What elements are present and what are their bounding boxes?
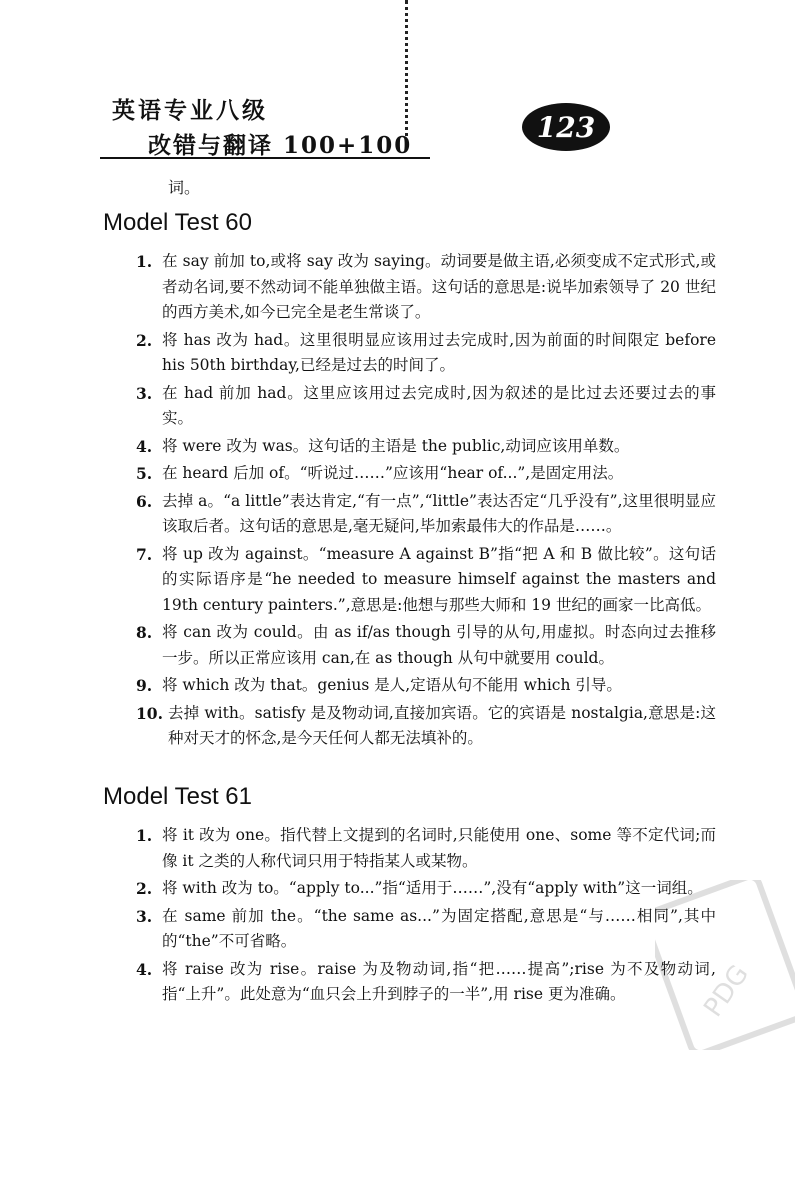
list-item	[136, 876, 716, 902]
list-item	[136, 489, 716, 540]
list-item	[136, 381, 716, 432]
watermark-text: PDG	[698, 959, 755, 1023]
item-number: 4.	[136, 959, 153, 979]
item-number: 2.	[136, 879, 153, 898]
item-number: 8.	[136, 623, 153, 642]
answer-list-test-60	[136, 249, 716, 754]
item-number: 7.	[136, 544, 153, 564]
item-text: 在 had 前加 had。这里应该用过去完成时,因为叙述的是比过去还要过去的事实。	[162, 383, 716, 427]
item-text: 在 same 前加 the。“the same as...”为固定搭配,意思是“与……相同”,其中的“the”不可省略。	[162, 906, 716, 950]
page-header	[0, 0, 800, 165]
section-title-test-60: Model Test 60	[103, 209, 252, 236]
item-number: 10.	[136, 703, 163, 723]
item-number: 4.	[136, 436, 153, 456]
continuation-text: 词。	[168, 178, 201, 197]
item-text: 将 with 改为 to。“apply to...”指“适用于……”,没有“apply with”这一词组。	[162, 879, 703, 897]
item-number: 5.	[136, 464, 153, 483]
list-item	[136, 461, 716, 487]
list-item	[136, 249, 716, 326]
item-number: 3.	[136, 383, 153, 403]
item-text: 将 were 改为 was。这句话的主语是 the public,动词应该用单数。	[162, 436, 630, 455]
book-title-line1: 英语专业八级	[112, 97, 268, 124]
list-item	[136, 673, 716, 699]
item-text: 将 it 改为 one。指代替上文提到的名词时,只能使用 one、some 等不定代词;而像 it 之类的人称代词只用于特指某人或某物。	[162, 826, 716, 870]
list-item	[136, 904, 716, 955]
page-number-badge	[522, 103, 610, 151]
answer-list-test-61	[136, 823, 716, 1010]
item-number: 9.	[136, 676, 153, 695]
list-item	[136, 620, 716, 671]
item-text: 将 has 改为 had。这里很明显应该用过去完成时,因为前面的时间限定 before his 50th birthday,已经是过去的时间了。	[162, 330, 716, 374]
item-text: 去掉 with。satisfy 是及物动词,直接加宾语。它的宾语是 nostalgia,意思是:这种对天才的怀念,是今天任何人都无法填补的。	[168, 703, 716, 747]
list-item	[136, 957, 716, 1008]
item-text: 将 up 改为 against。“measure A against B”指“把 A 和 B 做比较”。这句话的实际语序是“he needed to measure himself against the masters and 19th century painters.”,意思是:他想与那些大师和 19 世纪的画家一比高低。	[162, 544, 716, 614]
item-text: 去掉 a。“a little”表达肯定,“有一点”,“little”表达否定“几乎没有”,这里很明显应该取后者。这句话的意思是,毫无疑问,毕加索最伟大的作品是……。	[162, 491, 716, 535]
list-item	[136, 434, 716, 460]
list-item	[136, 701, 716, 752]
list-item	[136, 328, 716, 379]
book-title-line2: 改错与翻译 100+100	[148, 132, 413, 159]
item-number: 1.	[136, 826, 153, 845]
item-text: 将 raise 改为 rise。raise 为及物动词,指“把……提高”;rise 为不及物动词,指“上升”。此处意为“血只会上升到脖子的一半”,用 rise 更为准确。	[162, 959, 716, 1003]
item-number: 1.	[136, 252, 153, 271]
page-number: 123	[536, 110, 596, 144]
watermark-stamp	[655, 880, 795, 1050]
item-text: 将 can 改为 could。由 as if/as though 引导的从句,用虚拟。时态向过去推移一步。所以正常应该用 can,在 as though 从句中就要用 could。	[162, 623, 716, 667]
item-number: 2.	[136, 330, 153, 350]
item-number: 6.	[136, 491, 153, 511]
list-item	[136, 542, 716, 619]
header-rule	[100, 157, 430, 159]
item-text: 在 say 前加 to,或将 say 改为 saying。动词要是做主语,必须变成不定式形式,或者动名词,要不然动词不能单独做主语。这句话的意思是:说毕加索领导了 20 世纪的西方美术,如今已完全是老生常谈了。	[162, 252, 716, 321]
list-item	[136, 823, 716, 874]
item-number: 3.	[136, 906, 153, 926]
section-title-test-61: Model Test 61	[103, 783, 252, 810]
item-text: 将 which 改为 that。genius 是人,定语从句不能用 which 引导。	[162, 676, 622, 694]
item-text: 在 heard 后加 of。“听说过……”应该用“hear of...”,是固定用法。	[162, 464, 624, 482]
